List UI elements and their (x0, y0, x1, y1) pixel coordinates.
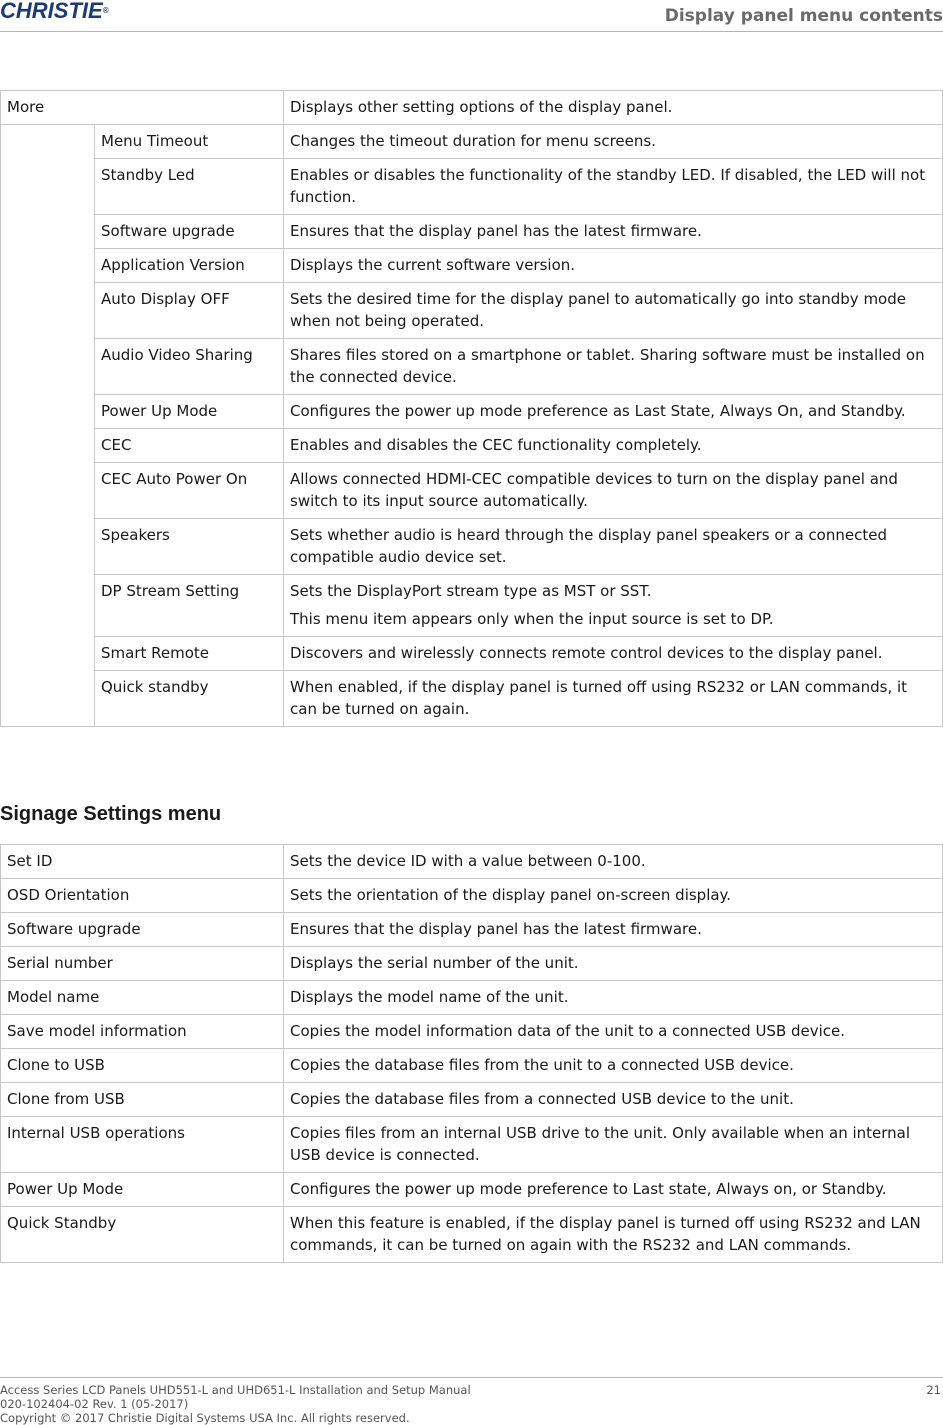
table-row (1, 249, 943, 283)
table-row (1, 947, 943, 981)
menu-item-label: Internal USB operations (1, 1117, 284, 1173)
page-header (0, 0, 943, 32)
menu-item-description: Copies the model information data of the unit to a connected USB device. (284, 1015, 943, 1049)
description-paragraph: When enabled, if the display panel is turned off using RS232 or LAN commands, it can be turned on again. (290, 678, 908, 718)
menu-item-description (284, 339, 943, 395)
logo-registered-mark: ® (102, 6, 109, 15)
description-paragraph: Displays the current software version. (290, 256, 576, 274)
menu-item-label: Application Version (95, 249, 284, 283)
menu-item-description (284, 637, 943, 671)
menu-item-label: Audio Video Sharing (95, 339, 284, 395)
menu-item-description: When this feature is enabled, if the display panel is turned off using RS232 and LAN commands, it can be turned on again with the RS232 and LAN commands. (284, 1207, 943, 1263)
table-row (1, 1173, 943, 1207)
page-footer (0, 1377, 943, 1425)
table-row (1, 981, 943, 1015)
description-paragraph: Shares files stored on a smartphone or tablet. Sharing software must be installed on the connected device. (290, 346, 925, 386)
description-paragraph: Ensures that the display panel has the latest firmware. (290, 222, 702, 240)
description-paragraph: Enables or disables the functionality of the standby LED. If disabled, the LED will not function. (290, 166, 926, 206)
table-row (1, 283, 943, 339)
signage-settings-table (0, 844, 943, 1263)
menu-item-label: Set ID (1, 845, 284, 879)
footer-manual-title: Access Series LCD Panels UHD551-L and UHD651-L Installation and Setup Manual (0, 1383, 471, 1397)
table-row (1, 1207, 943, 1263)
footer-copyright: Copyright © 2017 Christie Digital Systems USA Inc. All rights reserved. (0, 1411, 410, 1425)
menu-item-label: Save model information (1, 1015, 284, 1049)
menu-item-description: Copies files from an internal USB drive to the unit. Only available when an internal USB device is connected. (284, 1117, 943, 1173)
menu-item-description (284, 575, 943, 637)
menu-item-label: Serial number (1, 947, 284, 981)
menu-item-label: CEC Auto Power On (95, 463, 284, 519)
indent-cell (1, 125, 95, 727)
table-row (1, 637, 943, 671)
menu-item-label: Clone from USB (1, 1083, 284, 1117)
section-heading: Signage Settings menu (0, 803, 222, 825)
menu-item-label: Menu Timeout (95, 125, 284, 159)
menu-item-label: Quick Standby (1, 1207, 284, 1263)
menu-item-label: Speakers (95, 519, 284, 575)
description-paragraph: Sets the desired time for the display panel to automatically go into standby mode when not being operated. (290, 290, 906, 330)
logo-text: CHRISTIE (0, 0, 103, 23)
menu-item-label: CEC (95, 429, 284, 463)
menu-item-label: Auto Display OFF (95, 283, 284, 339)
menu-item-label: Power Up Mode (1, 1173, 284, 1207)
menu-item-description (284, 395, 943, 429)
menu-item-description: Sets the orientation of the display panel on-screen display. (284, 879, 943, 913)
description-paragraph: Configures the power up mode preference as Last State, Always On, and Standby. (290, 402, 906, 420)
table-row (1, 913, 943, 947)
menu-item-description (284, 283, 943, 339)
menu-item-label: Standby Led (95, 159, 284, 215)
table-row (1, 339, 943, 395)
menu-item-description: Configures the power up mode preference to Last state, Always on, or Standby. (284, 1173, 943, 1207)
menu-item-label: OSD Orientation (1, 879, 284, 913)
table-row (1, 1049, 943, 1083)
menu-item-description: Copies the database files from a connected USB device to the unit. (284, 1083, 943, 1117)
menu-item-label: Software upgrade (95, 215, 284, 249)
description-paragraph: Enables and disables the CEC functionality completely. (290, 436, 702, 454)
table-row (1, 879, 943, 913)
table-row (1, 91, 943, 125)
menu-item-label: Model name (1, 981, 284, 1015)
menu-item-description: Displays the model name of the unit. (284, 981, 943, 1015)
menu-item-label: Clone to USB (1, 1049, 284, 1083)
table-row (1, 125, 943, 159)
table-row (1, 395, 943, 429)
table-row (1, 671, 943, 727)
menu-item-description (284, 463, 943, 519)
menu-item-description: Displays other setting options of the display panel. (284, 91, 943, 125)
menu-item-description (284, 249, 943, 283)
menu-item-description: Copies the database files from the unit to a connected USB device. (284, 1049, 943, 1083)
table-row (1, 1117, 943, 1173)
table-row (1, 845, 943, 879)
menu-item-description: Ensures that the display panel has the latest firmware. (284, 913, 943, 947)
description-paragraph: Allows connected HDMI-CEC compatible devices to turn on the display panel and switch to its input source automatically. (290, 470, 898, 510)
menu-item-label: Quick standby (95, 671, 284, 727)
table-row (1, 159, 943, 215)
christie-logo (0, 0, 109, 22)
description-paragraph: Discovers and wirelessly connects remote control devices to the display panel. (290, 644, 883, 662)
table-row (1, 429, 943, 463)
menu-item-label: Power Up Mode (95, 395, 284, 429)
table-row (1, 1083, 943, 1117)
menu-item-label: Software upgrade (1, 913, 284, 947)
menu-item-description (284, 429, 943, 463)
table-row (1, 575, 943, 637)
page-number: 21 (926, 1383, 941, 1397)
menu-item-label: More (1, 91, 284, 125)
menu-item-description (284, 215, 943, 249)
menu-item-description (284, 159, 943, 215)
table-row (1, 215, 943, 249)
header-title: Display panel menu contents (664, 6, 943, 26)
menu-item-label: DP Stream Setting (95, 575, 284, 637)
description-paragraph: This menu item appears only when the input source is set to DP. (290, 610, 774, 628)
menu-item-description (284, 519, 943, 575)
description-paragraph: Sets the DisplayPort stream type as MST or SST. (290, 582, 652, 600)
description-paragraph: Sets whether audio is heard through the display panel speakers or a connected compatible audio device set. (290, 526, 887, 566)
table-row (1, 519, 943, 575)
table-row (1, 463, 943, 519)
footer-document-number: 020-102404-02 Rev. 1 (05-2017) (0, 1397, 189, 1411)
menu-item-description (284, 125, 943, 159)
table-row (1, 1015, 943, 1049)
description-paragraph: Changes the timeout duration for menu screens. (290, 132, 656, 150)
menu-item-label: Smart Remote (95, 637, 284, 671)
more-menu-table (0, 90, 943, 727)
menu-item-description (284, 671, 943, 727)
menu-item-description: Sets the device ID with a value between 0-100. (284, 845, 943, 879)
menu-item-description: Displays the serial number of the unit. (284, 947, 943, 981)
